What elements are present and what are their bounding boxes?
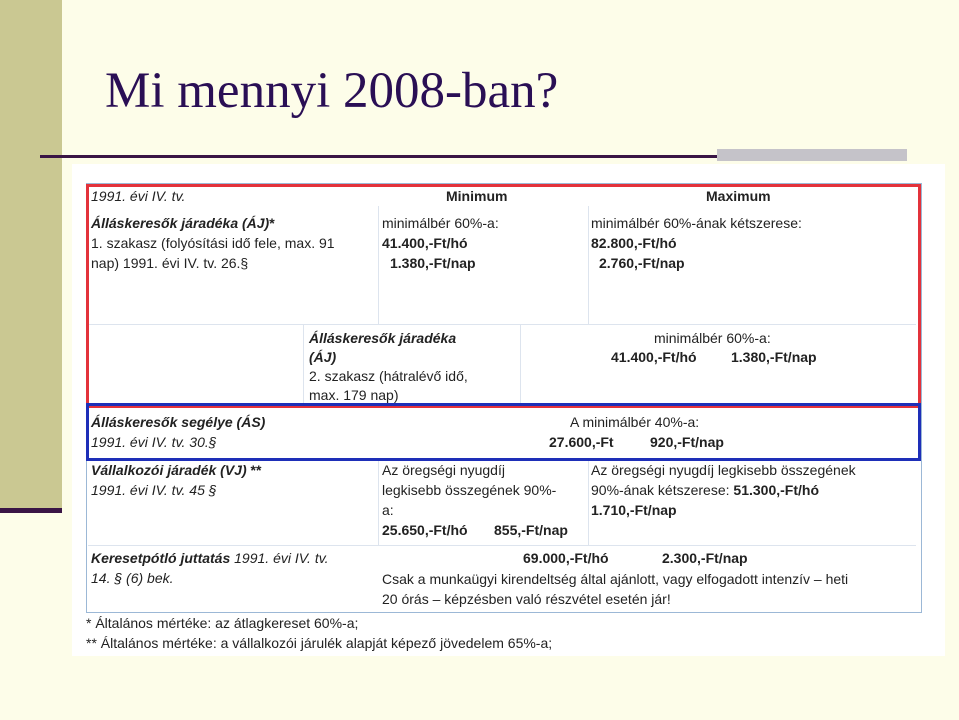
aj1-max-month: 82.800,-Ft/hó <box>591 235 677 251</box>
title-rule-accent <box>717 149 907 161</box>
aj1-min-label: minimálbér 60%-a: <box>382 215 499 231</box>
aj1-max-label: minimálbér 60%-ának kétszerese: <box>591 215 802 231</box>
kj-note-line2: 20 órás – képzésben való részvétel esetén jár! <box>382 591 671 607</box>
slide-title: Mi mennyi 2008-ban? <box>105 63 559 119</box>
header-maximum: Maximum <box>706 188 771 204</box>
as-law: 1991. évi IV. tv. 30.§ <box>91 434 217 450</box>
header-minimum: Minimum <box>446 188 508 204</box>
as-highlight-box <box>86 403 921 461</box>
as-name: Álláskeresők segélye (ÁS) <box>91 414 266 430</box>
vj-name <box>91 460 261 480</box>
vj-max-line2 <box>591 480 819 500</box>
aj2-desc-line2: max. 179 nap) <box>309 387 399 403</box>
kj-law-line1: 1991. évi IV. tv. <box>234 550 329 566</box>
vj-star: ** <box>250 462 262 478</box>
side-accent-line <box>0 508 62 513</box>
aj1-desc-line2: nap) 1991. évi IV. tv. 26.§ <box>91 255 249 271</box>
aj1-min-month: 41.400,-Ft/hó <box>382 235 468 251</box>
kj-name-text: Keresetpótló juttatás <box>91 550 231 566</box>
grid-line <box>88 545 916 546</box>
kj-note-line1: Csak a munkaügyi kirendeltség által ajánlott, vagy elfogadott intenzív – heti <box>382 571 849 587</box>
aj1-desc-line1: 1. szakasz (folyósítási idő fele, max. 91 <box>91 235 335 251</box>
as-value-month: 27.600,-Ft <box>549 434 614 450</box>
side-accent-bar <box>0 0 62 510</box>
vj-max-label: 90%-ának kétszerese: <box>591 482 730 498</box>
aj1-min-day: 1.380,-Ft/nap <box>390 255 476 271</box>
vj-max-day: 1.710,-Ft/nap <box>591 502 677 518</box>
vj-max-line1: Az öregségi nyugdíj legkisebb összegének <box>591 462 856 478</box>
aj2-name-line2: (ÁJ) <box>309 349 337 365</box>
aj2-value-day: 1.380,-Ft/nap <box>731 349 817 365</box>
vj-min-month: 25.650,-Ft/hó <box>382 522 468 538</box>
aj1-max-day: 2.760,-Ft/nap <box>599 255 685 271</box>
vj-max-month: 51.300,-Ft/hó <box>733 482 820 498</box>
aj1-name-text: Álláskeresők járadéka (ÁJ) <box>91 215 270 231</box>
aj2-value-label: minimálbér 60%-a: <box>654 330 771 346</box>
kj-law-line2: 14. § (6) bek. <box>91 570 174 586</box>
aj1-star: * <box>269 215 275 231</box>
grid-line <box>588 459 589 545</box>
grid-line <box>378 459 379 545</box>
aj2-name-line1: Álláskeresők járadéka <box>309 330 457 346</box>
as-value-day: 920,-Ft/nap <box>650 434 724 450</box>
vj-min-line2: legkisebb összegének 90%- <box>382 482 557 498</box>
footnote-1: * Általános mértéke: az átlagkereset 60%-a; <box>86 615 359 631</box>
vj-name-text: Vállalkozói járadék (VJ) <box>91 462 247 478</box>
kj-value-month: 69.000,-Ft/hó <box>523 550 609 566</box>
aj2-desc-line1: 2. szakasz (hátralévő idő, <box>309 368 468 384</box>
aj-highlight-box <box>86 184 921 408</box>
as-value-label: A minimálbér 40%-a: <box>570 414 700 430</box>
kj-name <box>91 548 329 568</box>
vj-law: 1991. évi IV. tv. 45 § <box>91 482 217 498</box>
vj-min-day: 855,-Ft/nap <box>494 522 568 538</box>
footnote-2: ** Általános mértéke: a vállalkozói járulék alapját képező jövedelem 65%-a; <box>86 635 553 651</box>
vj-min-line1: Az öregségi nyugdíj <box>382 462 505 478</box>
aj2-value-month: 41.400,-Ft/hó <box>611 349 697 365</box>
header-law: 1991. évi IV. tv. <box>91 188 186 204</box>
vj-min-line3: a: <box>382 502 394 518</box>
kj-value-day: 2.300,-Ft/nap <box>662 550 748 566</box>
